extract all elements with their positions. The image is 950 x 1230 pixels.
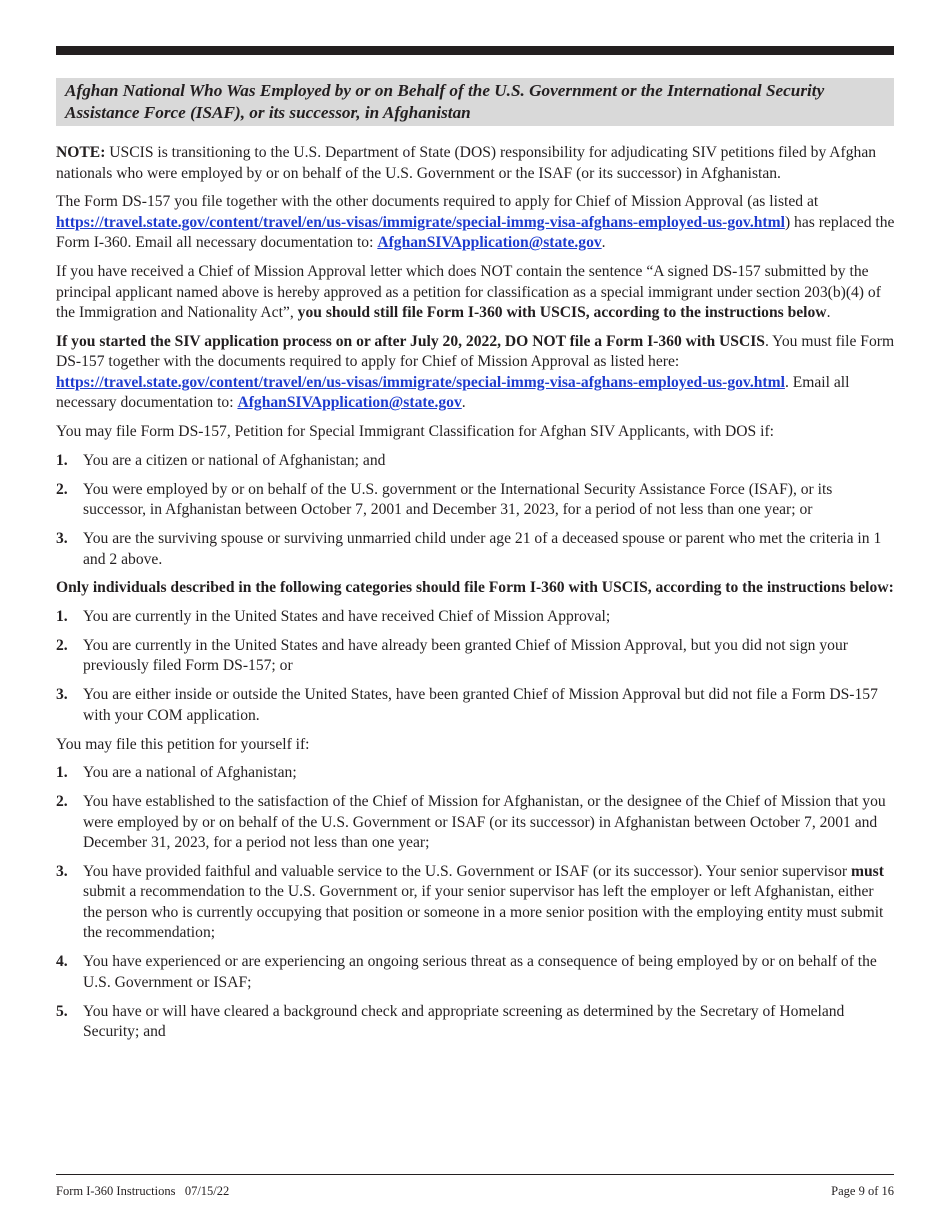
list-text-bold: must: [851, 862, 884, 880]
list-text: You are a national of Afghanistan;: [83, 764, 297, 782]
i360-categories-bold: Only individuals described in the following categories should file Form I-360 with USCIS, according to the instructions below:: [56, 579, 894, 597]
list-item: [56, 952, 896, 993]
dos-link-1[interactable]: https://travel.state.gov/content/travel/en/us-visas/immigrate/special-immg-visa-afghans-employed-us-gov.html: [56, 213, 785, 231]
footer-form-name: [56, 1184, 229, 1199]
list-text: You are a citizen or national of Afghanistan; and: [83, 451, 386, 469]
list-number: 2.: [56, 480, 68, 498]
footer-form-title: Form I-360 Instructions: [56, 1184, 176, 1198]
list-item: [56, 1002, 896, 1043]
started-after-bold: If you started the SIV application process on or after July 20, 2022, DO NOT file a Form I-360 with USCIS: [56, 332, 765, 350]
footer-edition-date: 07/15/22: [184, 1184, 230, 1198]
started-after-text-2: . Email all necessary documentation to:: [56, 373, 850, 412]
footer-rule: [56, 1174, 894, 1175]
list-text-post: submit a recommendation to the U.S. Government or, if your senior supervisor has left the employer or left Afghanistan, either the person who is currently occupying that position or someone in a more senior position with the employing entity must submit the recommendation;: [83, 883, 884, 942]
email-link-2[interactable]: AfghanSIVApplication@state.gov: [237, 394, 462, 412]
com-letter-paragraph: [56, 262, 896, 324]
list-number: 2.: [56, 636, 68, 654]
list-text-pre: You have provided faithful and valuable service to the U.S. Government or ISAF (or its successor). Your senior supervisor: [83, 862, 852, 880]
com-letter-text-1: If you have received a Chief of Mission Approval letter which does NOT contain the sentence “A signed DS-157 submitted by the principal applicant named above is hereby approved as a petition for classification as a special immigrant under section 203(b)(4) of the Immigration and Nationality Act”,: [56, 263, 881, 322]
list-item: [56, 607, 896, 628]
list-number: 5.: [56, 1002, 68, 1020]
dos-link-2[interactable]: https://travel.state.gov/content/travel/en/us-visas/immigrate/special-immg-visa-afghans-employed-us-gov.html: [56, 373, 785, 391]
note-text: USCIS is transitioning to the U.S. Department of State (DOS) responsibility for adjudicating SIV petitions filed by Afghan nationals who were employed by or on behalf of the U.S. Government or the ISAF (or its successor) in Afghanistan.: [56, 144, 877, 182]
list-text: You are the surviving spouse or surviving unmarried child under age 21 of a deceased spouse or parent who met the criteria in 1 and 2 above.: [83, 530, 882, 568]
ds157-text-1: The Form DS-157 you file together with the other documents required to apply for Chief of Mission Approval (as listed at: [56, 193, 819, 211]
list-number: 1.: [56, 451, 68, 469]
list-number: 4.: [56, 953, 68, 971]
list-number: 3.: [56, 530, 68, 548]
list-item: [56, 763, 896, 784]
footer-page-number: Page 9 of 16: [831, 1184, 894, 1198]
list-number: 1.: [56, 764, 68, 782]
list-item: [56, 451, 896, 472]
ds157-eligibility-intro: You may file Form DS-157, Petition for Special Immigrant Classification for Afghan SIV Applicants, with DOS if:: [56, 423, 774, 441]
list-item: [56, 636, 896, 677]
self-petition-intro: You may file this petition for yourself if:: [56, 735, 310, 753]
com-letter-text-2: .: [826, 304, 831, 322]
note-paragraph: [56, 143, 896, 184]
document-body: [56, 143, 896, 1051]
list-number: 3.: [56, 862, 68, 880]
list-text: You have or will have cleared a background check and appropriate screening as determined by the Secretary of Homeland Security; and: [83, 1002, 845, 1041]
started-after-paragraph: [56, 332, 896, 414]
list-item: [56, 792, 896, 854]
list-text: You have experienced or are experiencing an ongoing serious threat as a consequence of being employed by or on behalf of the U.S. Government or ISAF;: [83, 953, 877, 991]
header-rule: [56, 46, 894, 55]
list-number: 1.: [56, 608, 68, 626]
ds157-text-3: .: [601, 234, 606, 252]
list-number: 2.: [56, 793, 68, 811]
ds157-paragraph: [56, 192, 896, 254]
list-text: You are either inside or outside the United States, have been granted Chief of Mission Approval but did not file a Form DS-157 with your COM application.: [83, 686, 878, 724]
list-text: [83, 862, 896, 944]
com-letter-bold: you should still file Form I-360 with USCIS, according to the instructions below: [297, 304, 827, 322]
started-after-text-3: .: [461, 394, 466, 412]
note-label: NOTE:: [56, 144, 106, 161]
started-after-text-1: . You must file Form DS-157 together with the documents required to apply for Chief of Mission Approval as listed here:: [56, 332, 895, 371]
list-item: [56, 480, 896, 521]
list-text: You are currently in the United States and have already been granted Chief of Mission Approval, but you did not sign your previously filed Form DS-157; or: [83, 636, 848, 675]
list-item: [56, 685, 896, 726]
list-text: You are currently in the United States and have received Chief of Mission Approval;: [83, 608, 611, 626]
list-item: [56, 862, 896, 944]
email-link-1[interactable]: AfghanSIVApplication@state.gov: [377, 234, 602, 252]
list-item: [56, 529, 896, 570]
ds157-text-2: ) has replaced the Form I-360. Email all necessary documentation to:: [56, 213, 895, 252]
section-heading: Afghan National Who Was Employed by or on Behalf of the U.S. Government or the International Security Assistance Force (ISAF), or its successor, in Afghanistan: [56, 78, 894, 126]
list-text: You were employed by or on behalf of the U.S. government or the International Security Assistance Force (ISAF), or its successor, in Afghanistan between October 7, 2001 and December 31, 2023, for a period of not less than one year; or: [83, 480, 833, 519]
list-text: You have established to the satisfaction of the Chief of Mission for Afghanistan, or the designee of the Chief of Mission that you were employed by or on behalf of the U.S. Government or ISAF (or its successor) in Afghanistan between October 7, 2001 and December 31, 2023, for a period not less than one year;: [83, 793, 886, 852]
i360-categories-intro: [56, 578, 896, 599]
list-number: 3.: [56, 686, 68, 704]
